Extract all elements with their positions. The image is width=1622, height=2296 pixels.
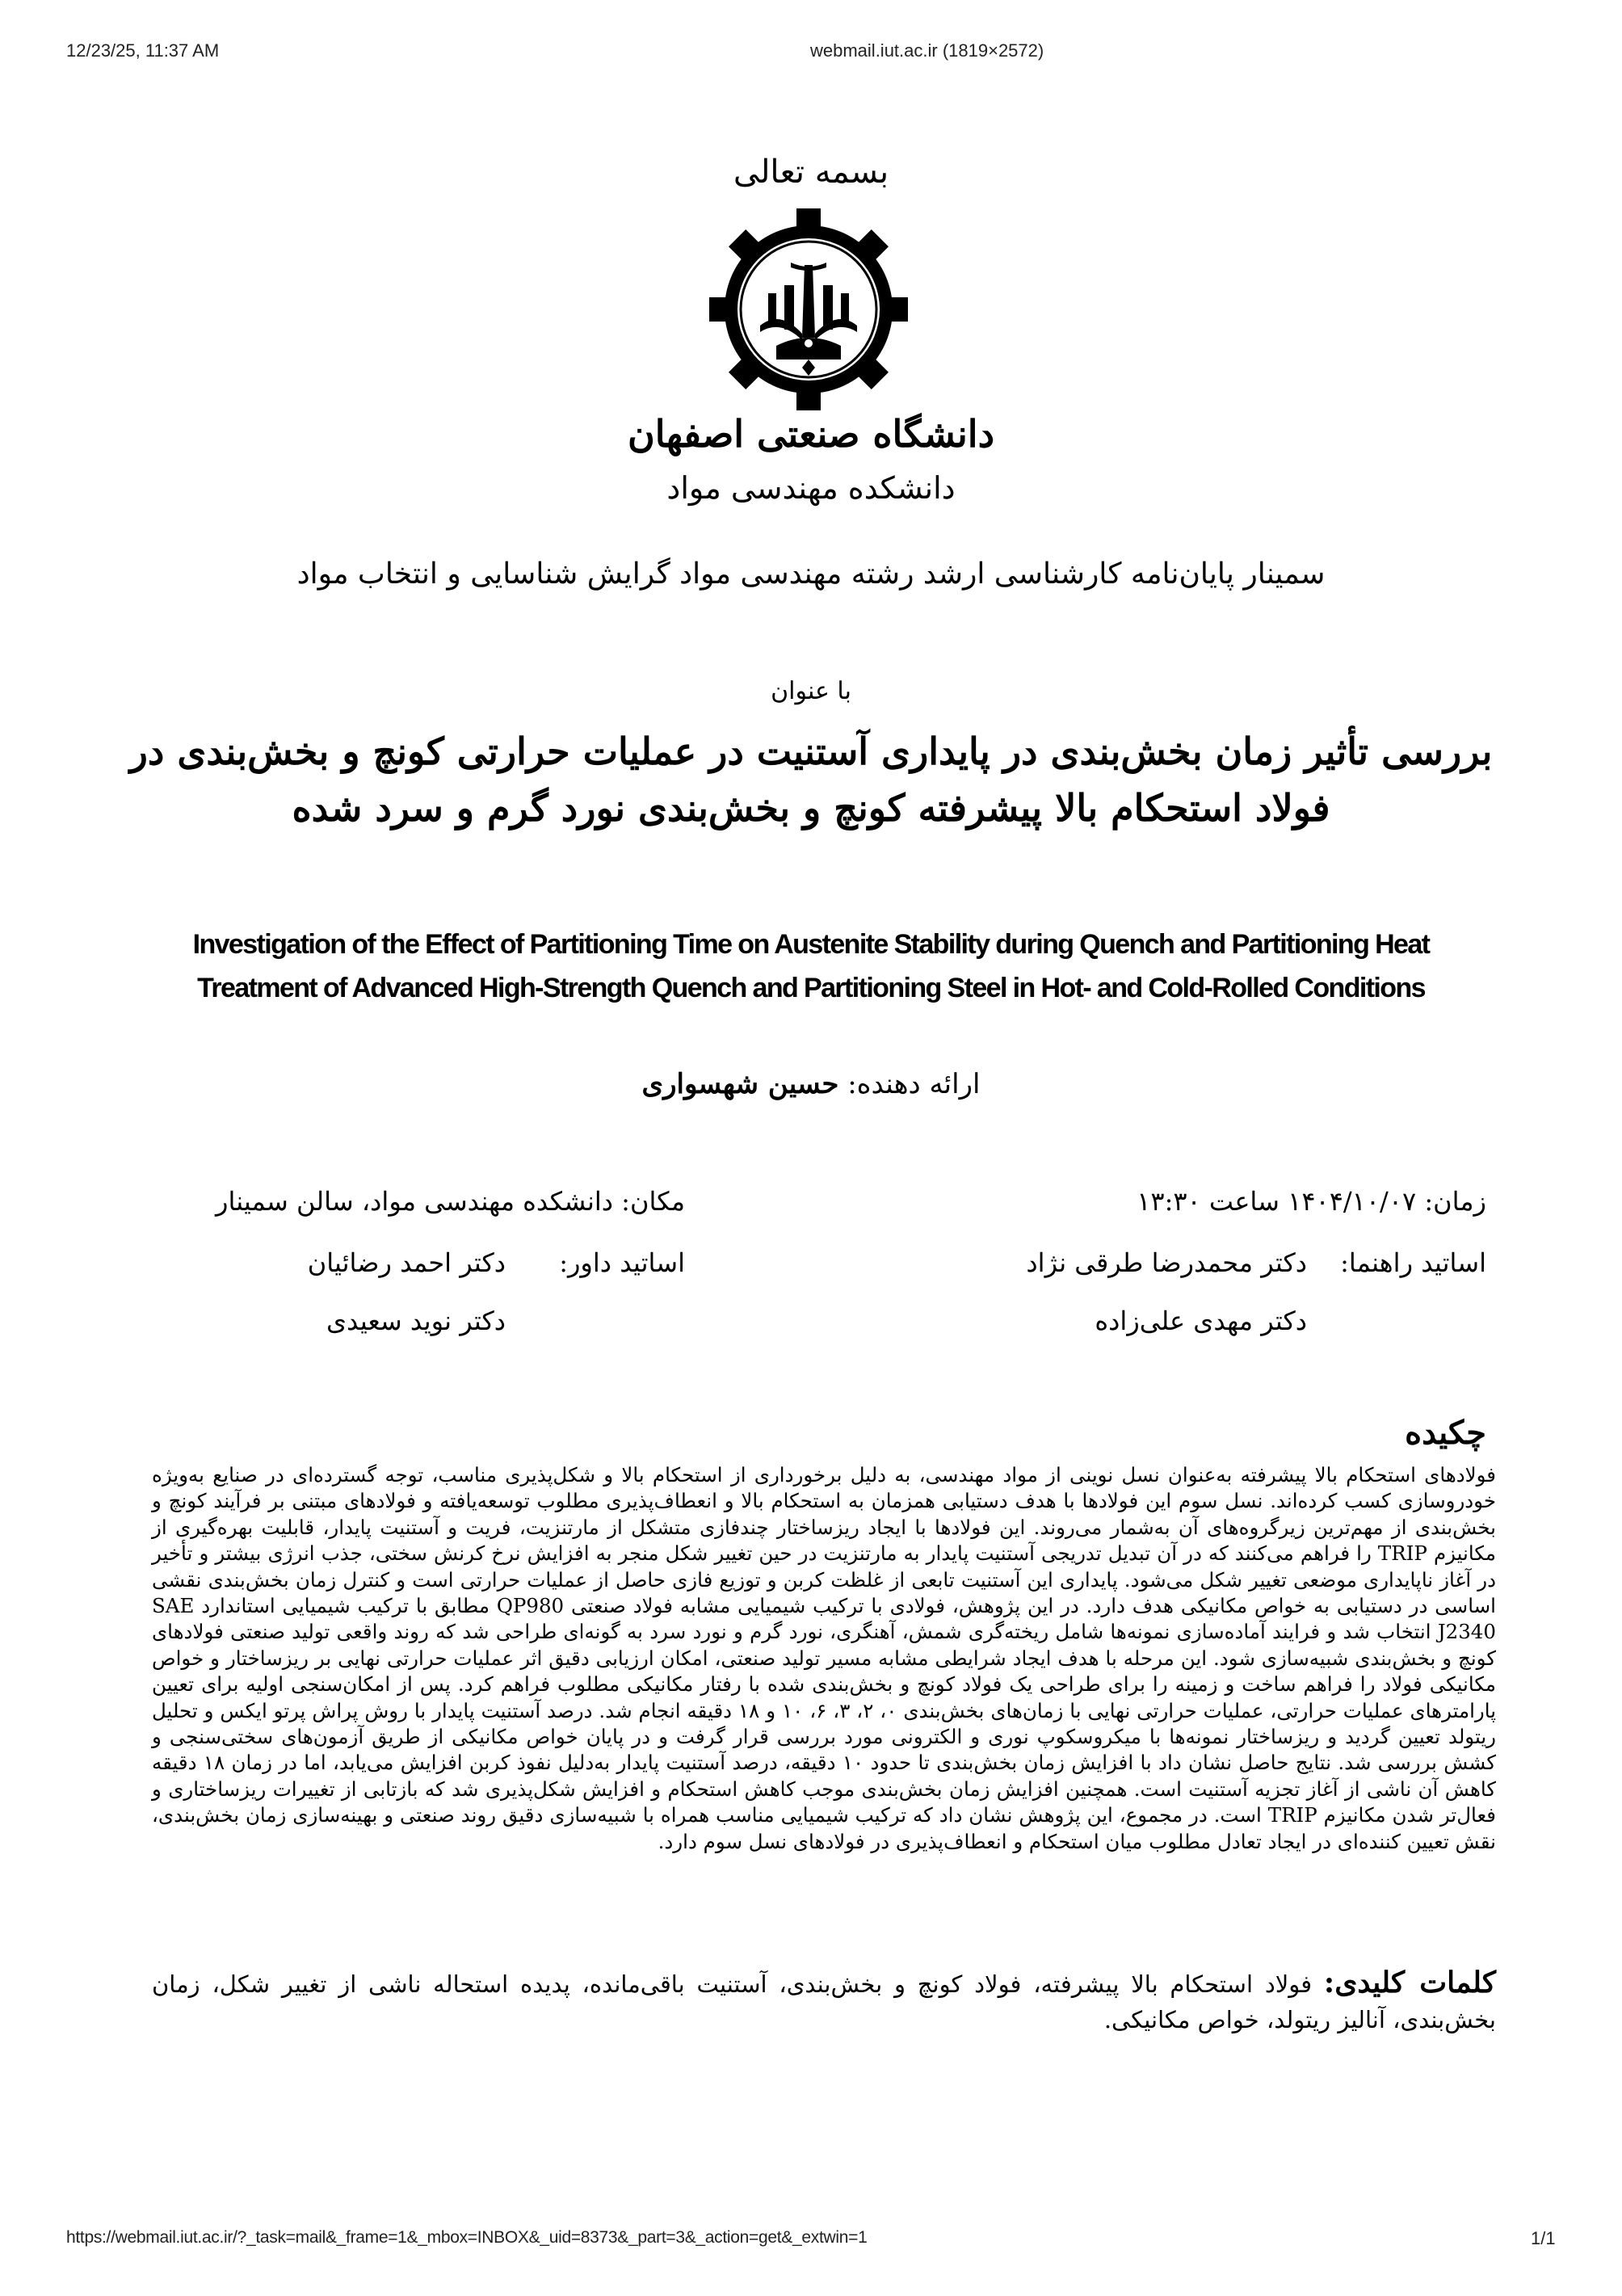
persian-thesis-title — [0, 723, 1622, 836]
supervisors-label: اساتید راهنما: — [1340, 1247, 1486, 1278]
place-row — [216, 1186, 685, 1217]
referee-2: دکتر نوید سعیدی — [326, 1306, 506, 1336]
presenter — [0, 1068, 1622, 1100]
english-title-line-2: Treatment of Advanced High-Strength Quench and Partitioning Steel in Hot- and Cold-Rolled Conditions — [197, 973, 1425, 1003]
seminar-type: سمینار پایان‌نامه کارشناسی ارشد رشته مهندسی مواد گرایش شناسایی و انتخاب مواد — [296, 557, 1326, 591]
university-seal-icon — [709, 208, 908, 410]
english-thesis-title — [0, 923, 1622, 1010]
english-title-line-1: Investigation of the Effect of Partitioning Time on Austenite Stability during Quench and Partitioning Heat — [192, 929, 1430, 960]
referees-label: اساتید داور: — [559, 1247, 685, 1278]
print-page-title: webmail.iut.ac.ir (1819×2572) — [810, 40, 1044, 61]
keywords-list: فولاد استحکام بالا پیشرفته، فولاد کونچ و بخش‌بندی، آستنیت باقی‌مانده، پدیده استحاله ناشی از تغییر شکل، زمان بخش‌بندی، آنالیز ریتولد، خواص مکانیکی. — [152, 1970, 1496, 2033]
keywords-label: کلمات کلیدی: — [1323, 1966, 1497, 2000]
with-title-label: با عنوان — [771, 677, 851, 705]
keywords — [152, 1965, 1496, 2037]
presenter-name: حسین شهسواری — [641, 1068, 839, 1100]
supervisor-2: دکتر مهدی علی‌زاده — [1095, 1306, 1307, 1336]
presenter-label: ارائه دهنده: — [847, 1068, 981, 1100]
print-url: https://webmail.iut.ac.ir/?_task=mail&_frame=1&_mbox=INBOX&_uid=8373&_part=3&_action=get&_extwin=1 — [66, 2228, 868, 2247]
print-page-count: 1/1 — [1531, 2228, 1556, 2248]
referee-1: دکتر احمد رضائیان — [307, 1247, 506, 1278]
bismillah-heading: بسمه تعالی — [733, 153, 889, 191]
time-row — [1137, 1186, 1486, 1217]
place-value: دانشکده مهندسی مواد، سالن سمینار — [216, 1186, 613, 1217]
time-value: ۱۴۰۴/۱۰/۰۷ ساعت ۱۳:۳۰ — [1137, 1186, 1417, 1217]
persian-title-line-1: بررسی تأثیر زمان بخش‌بندی در پایداری آستنیت در عملیات حرارتی کونچ و بخش‌بندی در — [129, 730, 1493, 773]
time-label: زمان: — [1424, 1186, 1486, 1217]
abstract-body: فولادهای استحکام بالا پیشرفته به‌عنوان نسل نوینی از مواد مهندسی، به دلیل برخورداری از استحکام بالا و شکل‌پذیری مناسب، توجه گسترده‌ای در صنایع به‌ویژه خودروسازی کسب کرده‌اند. نسل سوم این فولادها با هدف دستیابی همزمان به استحکام بالا و انعطاف‌پذیری مطلوب توسعه‌یافته و فولادهای مبتنی بر فرآیند کونچ و بخش‌بندی از مهم‌ترین زیرگروه‌های آن به‌شمار می‌روند. این فولادها با ایجاد ریزساختار چندفازی متشکل از مارتنزیت، فریت و آستنیت پایدار، قابلیت بهره‌گیری از مکانیزم TRIP را فراهم می‌کنند که در آن تبدیل تدریجی آستنیت پایدار به مارتنزیت در حین تغییر شکل منجر به افزایش نرخ کرنش سختی، جذب انرژی بیشتر و تأخیر در آغاز ناپایداری موضعی تغییر شکل می‌شود. پایداری این آستنیت تابعی از غلظت کربن و توزیع فازی حاصل از عملیات حرارتی است و کنترل زمان بخش‌بندی نقشی اساسی در دستیابی به خواص مکانیکی هدف دارد. در این پژوهش، فولادی با ترکیب شیمیایی مشابه فولاد صنعتی QP980 مطابق با ترکیب شیمیایی استاندارد SAE J2340 انتخاب شد و فرایند آماده‌سازی نمونه‌ها شامل ریخته‌گری شمش، آهنگری، نورد گرم و نورد سرد به گونه‌ای طراحی شد که روند واقعی تولید صنعتی فولادهای کونچ و بخش‌بندی شبیه‌سازی شود. این مرحله با هدف ایجاد شرایطی مشابه مسیر تولید صنعتی، امکان ارزیابی دقیق اثر عملیات حرارتی نهایی بر ریزساختار و خواص مکانیکی فولاد را فراهم ساخت و زمینه را برای طراحی یک فولاد کونچ و بخش‌بندی شده با رفتار مکانیکی مطلوب فراهم کرد. پس از امکان‌سنجی اولیه برای تعیین پارامترهای عملیات حرارتی، عملیات حرارتی نهایی با زمان‌های بخش‌بندی ۰، ۲، ۳، ۶، ۱۰ و ۱۸ دقیقه انجام شد. درصد آستنیت پایدار با روش پراش پرتو ایکس و تحلیل ریتولد تعیین گردید و ریزساختار نمونه‌ها با میکروسکوپ نوری و الکترونی مورد بررسی قرار گرفت و در پایان خواص مکانیکی از طریق آزمون‌های سختی‌سنجی و کشش بررسی شد. نتایج حاصل نشان داد با افزایش زمان بخش‌بندی تا حدود ۱۰ دقیقه، درصد آستنیت پایدار به‌دلیل نفوذ کربن افزایش می‌یابد، اما در زمان ۱۸ دقیقه کاهش آن ناشی از آغاز تجزیه آستنیت است. همچنین افزایش زمان بخش‌بندی موجب کاهش استحکام و افزایش شکل‌پذیری شد که بازتابی از تغییرات ریزساختاری و فعال‌تر شدن مکانیزم TRIP است. در مجموع، این پژوهش نشان داد که ترکیب شیمیایی مناسب همراه با شبیه‌سازی دقیق روند صنعتی و بهینه‌سازی زمان بخش‌بندی، نقش تعیین کننده‌ای در ایجاد تعادل مطلوب میان استحکام و انعطاف‌پذیری در فولادهای نسل سوم دارد. — [152, 1463, 1497, 1853]
print-datetime: 12/23/25, 11:37 AM — [66, 40, 220, 61]
supervisor-1: دکتر محمدرضا طرقی نژاد — [1026, 1247, 1307, 1278]
place-label: مکان: — [621, 1186, 685, 1217]
university-name: دانشگاه صنعتی اصفهان — [627, 412, 995, 456]
persian-title-line-2: فولاد استحکام بالا پیشرفته کونچ و بخش‌بندی نورد گرم و سرد شده — [292, 786, 1330, 830]
abstract-heading: چکیده — [1405, 1414, 1486, 1452]
faculty-name: دانشکده مهندسی مواد — [666, 470, 956, 506]
